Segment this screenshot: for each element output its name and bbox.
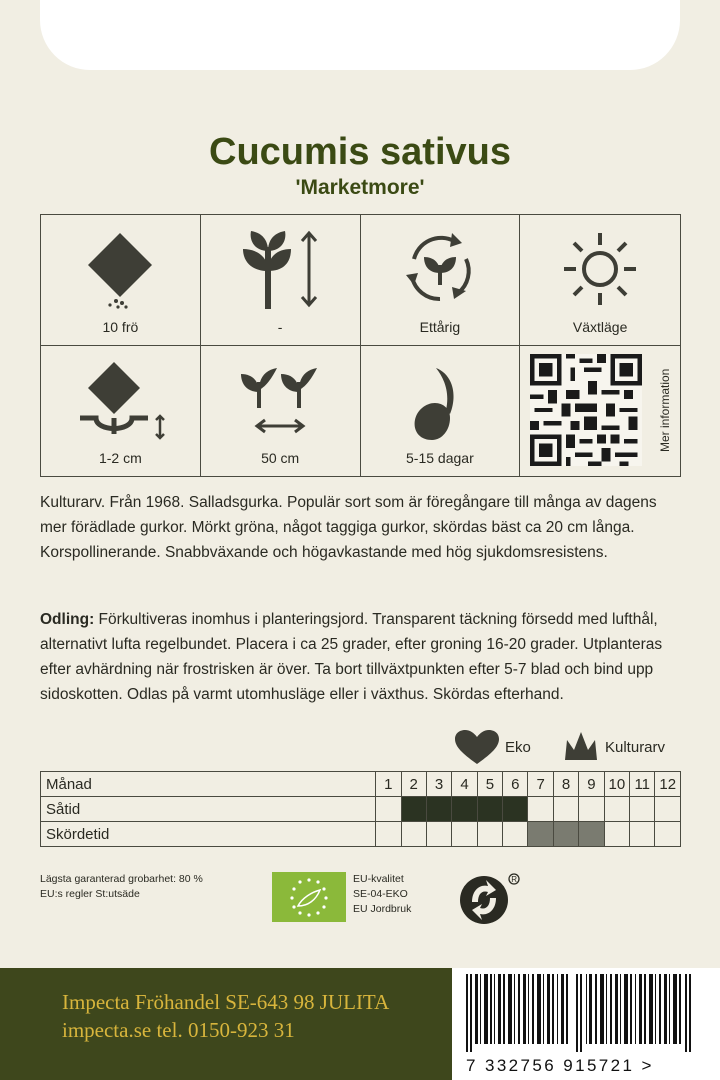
calendar-cell — [452, 822, 477, 847]
calendar-month-label: Månad — [41, 772, 376, 797]
calendar-cell — [401, 797, 426, 822]
kulturarv-badge — [563, 730, 665, 764]
seed-bag-icon — [80, 229, 160, 309]
calendar-month: 2 — [401, 772, 426, 797]
variety-subtitle: 'Marketmore' — [295, 176, 425, 199]
heart-icon — [455, 730, 499, 764]
info-grid — [40, 214, 681, 477]
svg-text:R: R — [511, 875, 518, 884]
calendar-month: 1 — [376, 772, 401, 797]
sowing-depth-icon — [70, 360, 170, 442]
info-label-lifecycle: Ettårig — [419, 318, 461, 335]
calendar-month: 8 — [553, 772, 578, 797]
cultivation-heading: Odling: — [40, 611, 95, 628]
calendar-cell — [503, 822, 528, 847]
calendar-cell — [376, 822, 401, 847]
info-label-spacing: 50 cm — [261, 450, 300, 466]
calendar-month: 5 — [477, 772, 502, 797]
plant-height-icon — [237, 229, 323, 309]
info-cell-lifecycle — [361, 215, 521, 346]
calendar-row-sowing — [41, 797, 681, 822]
calendar-cell — [553, 822, 578, 847]
info-label-position: Växtläge — [572, 318, 628, 335]
calendar-month: 7 — [528, 772, 553, 797]
info-label-height: - — [277, 318, 283, 335]
calendar-cell — [477, 822, 502, 847]
calendar-cell — [604, 797, 629, 822]
calendar-cell — [401, 822, 426, 847]
seed-standard: EU:s regler St:utsäde — [40, 888, 140, 900]
calendar-cell — [452, 797, 477, 822]
info-cell-depth — [41, 346, 201, 477]
info-cell-spacing — [201, 346, 361, 477]
calendar-month: 4 — [452, 772, 477, 797]
company-contact: impecta.se tel. 0150-923 31 — [62, 1018, 295, 1042]
eko-badge — [455, 730, 531, 764]
calendar-month: 10 — [604, 772, 629, 797]
calendar-header-row — [41, 772, 681, 797]
description-text: Kulturarv. Från 1968. Salladsgurka. Populär sort som är föregångare till många av dagens mer förädlade gurkor. Mörkt gröna, något taggiga gurkor, skördas bäst ca 20 cm långa. Korspollinerande. Snabbväxande och högavkastande med hög sjukdomsresistens. — [40, 494, 657, 561]
cultivation-body: Förkultiveras inomhus i planteringsjord. Transparent täckning försedd med lufthål, alternativt lufta regelbundet. Placera i ca 25 grader, efter groning 16-20 grader. Utplanteras efter avhärdning när frostrisken är över. Ta bort tillväxtpunkten efter 5-7 blad och bind upp sidoskotten. Odlas på varmt utomhusläge eller i växthus. Skördas efterhand. — [40, 611, 663, 703]
calendar-month: 9 — [579, 772, 604, 797]
calendar-month: 11 — [630, 772, 655, 797]
info-cell-height — [201, 215, 361, 346]
germination-info — [40, 872, 203, 902]
cultivation-text — [40, 607, 685, 707]
barcode — [452, 968, 720, 1080]
info-cell-germination — [361, 346, 521, 477]
germination-rate: Lägsta garanterad grobarhet: 80 % — [40, 873, 203, 885]
info-label-germination: 5-15 dagar — [406, 450, 474, 466]
species-title: Cucumis sativus — [209, 131, 511, 173]
eu-agriculture: EU Jordbruk — [353, 903, 412, 915]
calendar-cell — [579, 797, 604, 822]
calendar-cell — [426, 797, 451, 822]
calendar-cell — [630, 797, 655, 822]
calendar-cell — [604, 822, 629, 847]
calendar-cell — [503, 797, 528, 822]
calendar-cell — [630, 822, 655, 847]
sun-icon — [560, 229, 640, 309]
qr-label: Mer information — [658, 367, 672, 452]
eu-certification — [353, 872, 411, 917]
calendar-month: 12 — [655, 772, 681, 797]
crown-icon — [563, 730, 599, 764]
calendar-row-label: Såtid — [41, 797, 376, 822]
calendar-row-label: Skördetid — [41, 822, 376, 847]
barcode-bars — [466, 974, 706, 1052]
calendar-cell — [528, 822, 553, 847]
eu-code: SE-04-EKO — [353, 888, 408, 900]
eko-label: Eko — [505, 738, 531, 756]
info-label-seeds: 10 frö — [102, 318, 139, 335]
calendar-cell — [579, 822, 604, 847]
plant-spacing-icon — [235, 360, 325, 440]
calendar-cell — [528, 797, 553, 822]
calendar-cell — [426, 822, 451, 847]
calendar-cell — [655, 822, 681, 847]
sowing-calendar — [40, 771, 681, 847]
hang-tab-cutout — [40, 0, 680, 70]
barcode-number: 7 332756 915721 > — [466, 1056, 654, 1075]
kulturarv-label: Kulturarv — [605, 738, 666, 756]
eu-quality: EU-kvalitet — [353, 873, 404, 885]
calendar-cell — [553, 797, 578, 822]
calendar-cell — [477, 797, 502, 822]
info-cell-position — [520, 215, 680, 346]
company-address: Impecta Fröhandel SE-643 98 JULITA — [62, 990, 390, 1014]
calendar-cell — [655, 797, 681, 822]
calendar-month: 6 — [503, 772, 528, 797]
calendar-month: 3 — [426, 772, 451, 797]
info-label-depth: 1-2 cm — [98, 450, 142, 466]
eu-organic-leaf-logo — [272, 872, 346, 922]
info-cell-qr — [520, 346, 680, 477]
annual-cycle-icon — [400, 229, 480, 309]
germination-icon — [400, 360, 480, 442]
qr-code-icon[interactable] — [530, 354, 642, 466]
green-dot-recycle-icon — [458, 872, 522, 928]
calendar-row-harvest — [41, 822, 681, 847]
badges — [455, 730, 695, 764]
info-cell-seeds — [41, 215, 201, 346]
calendar-cell — [376, 797, 401, 822]
